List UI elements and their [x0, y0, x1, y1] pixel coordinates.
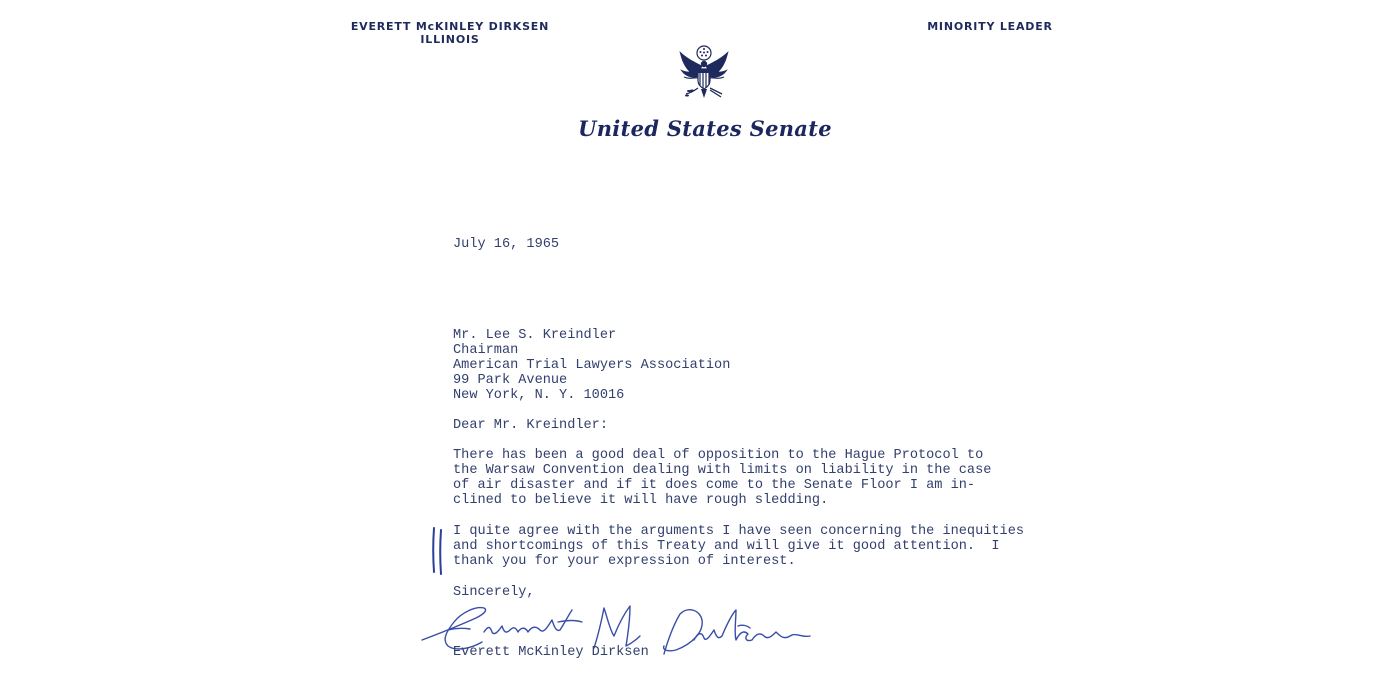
paragraph-line: and shortcomings of this Treaty and will give it good attention. I	[453, 539, 1000, 554]
paragraph-line: There has been a good deal of opposition to the Hague Protocol to	[453, 448, 984, 463]
recipient-name: Mr. Lee S. Kreindler	[453, 328, 617, 343]
paragraph-line: I quite agree with the arguments I have seen concerning the inequities	[453, 524, 1025, 539]
handwritten-double-line-mark	[428, 524, 448, 576]
letterhead-sender	[340, 20, 560, 46]
recipient-city: New York, N. Y. 10016	[453, 388, 625, 403]
signer-name: Everett McKinley Dirksen	[453, 645, 649, 660]
sender-state: ILLINOIS	[420, 33, 480, 46]
recipient-title: Chairman	[453, 343, 519, 358]
closing: Sincerely,	[453, 585, 535, 600]
paragraph-line: of air disaster and if it does come to the Senate Floor I am in-	[453, 478, 976, 493]
sender-name: EVERETT McKINLEY DIRKSEN	[350, 20, 550, 33]
paragraph-line: thank you for your expression of interest.	[453, 554, 796, 569]
letter-date: July 16, 1965	[453, 237, 560, 252]
body-paragraph-2	[453, 524, 1024, 569]
great-seal-eagle-icon	[676, 44, 732, 102]
recipient-address	[453, 328, 730, 403]
recipient-organization: American Trial Lawyers Association	[453, 358, 731, 373]
body-paragraph-1	[453, 448, 991, 508]
recipient-street: 99 Park Avenue	[453, 373, 568, 388]
senate-letterhead-title: United States Senate	[578, 116, 832, 141]
salutation: Dear Mr. Kreindler:	[453, 418, 608, 433]
paragraph-line: the Warsaw Convention dealing with limits on liability in the case	[453, 463, 992, 478]
sender-title: MINORITY LEADER	[927, 20, 1053, 33]
paragraph-line: clined to believe it will have rough sledding.	[453, 493, 829, 508]
